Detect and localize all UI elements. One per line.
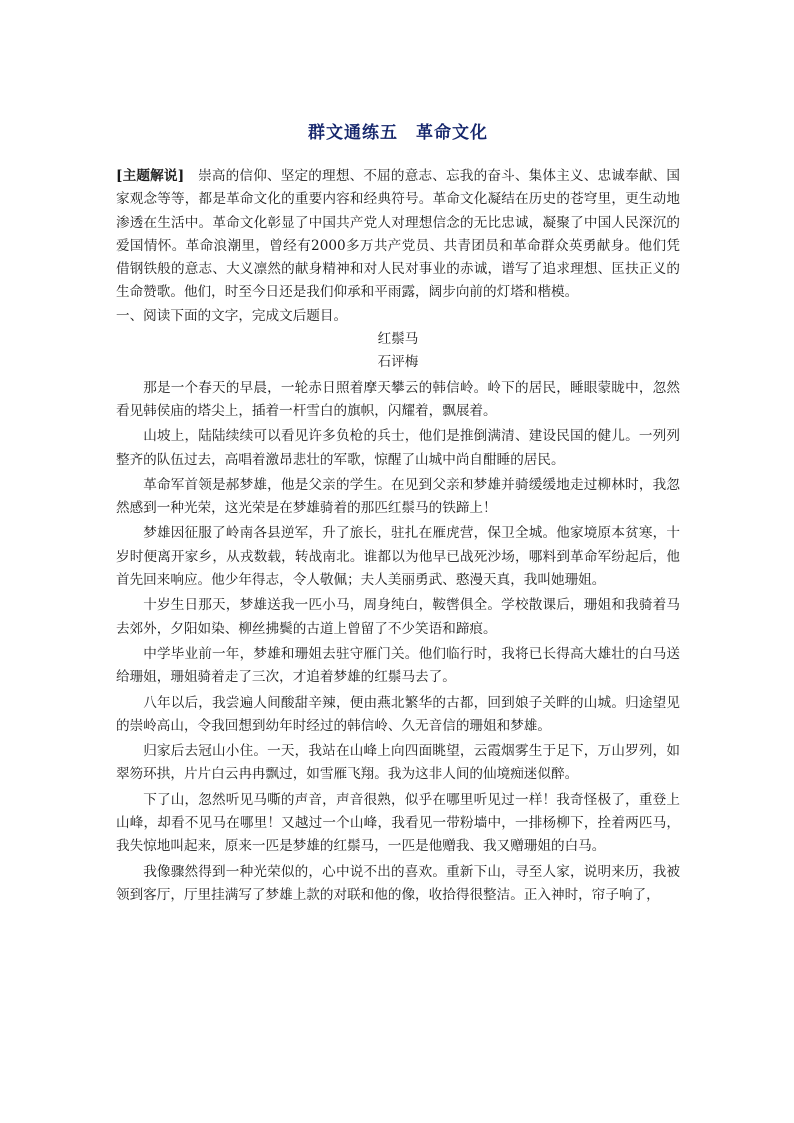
theme-explanation (116, 165, 680, 305)
story-paragraph: 下了山，忽然听见马嘶的声音，声音很熟，似乎在哪里听见过一样！我奇怪极了，重登上山峰，却看不见马在哪里！又越过一个山峰，我看见一带粉墙中，一排杨柳下，拴着两匹马，我失惊地叫起来，原来一匹是梦雄的红鬃马，一匹是他赠我、我又赠珊姐的白马。 (116, 791, 680, 855)
story-title: 红鬃马 (377, 331, 419, 348)
document-page (116, 118, 680, 907)
story-paragraph: 十岁生日那天，梦雄送我一匹小马，周身纯白，鞍辔俱全。学校散课后，珊姐和我骑着马去郊外，夕阳如染、柳丝拂鬓的古道上曾留了不少笑语和蹄痕。 (116, 597, 680, 637)
story-paragraph: 梦雄因征服了岭南各县逆军，升了旅长，驻扎在雁虎营，保卫全城。他家境原本贫寒，十岁时便离开家乡，从戎数载，转战南北。谁都以为他早已战死沙场，哪料到革命军纷起后，他首先回来响应。他少年得志，令人敬佩；夫人美丽勇武、憨漫天真，我叫她珊姐。 (116, 525, 680, 589)
page-title: 群文通练五 革命文化 (308, 123, 488, 143)
story-body (116, 377, 680, 908)
story-paragraph: 我像骤然得到一种光荣似的，心中说不出的喜欢。重新下山，寻至人家，说明来历，我被领到客厅，厅里挂满写了梦雄上款的对联和他的像，收拾得很整洁。正入神时，帘子响了， (116, 863, 680, 903)
story-paragraph: 那是一个春天的早晨，一轮赤日照着摩天攀云的韩信岭。岭下的居民，睡眼蒙眬中，忽然看见韩侯庙的塔尖上，插着一杆雪白的旗帜，闪耀着，飘展着。 (116, 379, 680, 419)
story-paragraph: 革命军首领是郝梦雄，他是父亲的学生。在见到父亲和梦雄并骑缓缓地走过柳林时，我忽然感到一种光荣，这光荣是在梦雄骑着的那匹红鬃马的铁蹄上！ (116, 476, 680, 517)
story-author: 石评梅 (377, 354, 419, 371)
theme-text: 崇高的信仰、坚定的理想、不屈的意志、忘我的奋斗、集体主义、忠诚奉献、国家观念等等，都是革命文化的重要内容和经典符号。革命文化凝结在历史的苍穹里，更生动地渗透在生活中。革命文化彰显了中国共产党人对理想信念的无比忠诚，凝聚了中国人民深沉的爱国情怀。革命浪潮里，曾经有2000多万共产党员、共青团员和革命群众英勇献身。他们凭借钢铁般的意志、大义凛然的献身精神和对人民对事业的赤诚，谱写了追求理想、匡扶正义的生命赞歌。他们，时至今日还是我们仰承和平雨露，阔步向前的灯塔和楷模。 (116, 168, 680, 301)
question-instruction: 一、阅读下面的文字，完成文后题目。 (116, 307, 348, 324)
theme-label: [主题解说] (116, 168, 185, 184)
story-paragraph: 归家后去冠山小住。一天，我站在山峰上向四面眺望，云霞烟雾生于足下，万山罗列，如翠笏环拱，片片白云冉冉飘过，如雪雁飞翔。我为这非人间的仙境痴迷似醉。 (116, 743, 680, 783)
story-paragraph: 八年以后，我尝遍人间酸甜辛辣，便由燕北繁华的古都，回到娘子关畔的山城。归途望见的崇岭高山，令我回想到幼年时经过的韩信岭、久无音信的珊姐和梦雄。 (116, 694, 680, 734)
story-paragraph: 山坡上，陆陆续续可以看见许多负枪的兵士，他们是推倒满清、建设民国的健儿。一列列整齐的队伍过去，高唱着激昂悲壮的军歌，惊醒了山城中尚自酣睡的居民。 (116, 428, 680, 468)
story-paragraph: 中学毕业前一年，梦雄和珊姐去驻守雁门关。他们临行时，我将已长得高大雄壮的白马送给珊姐，珊姐骑着走了三次，才追着梦雄的红鬃马去了。 (116, 645, 680, 686)
